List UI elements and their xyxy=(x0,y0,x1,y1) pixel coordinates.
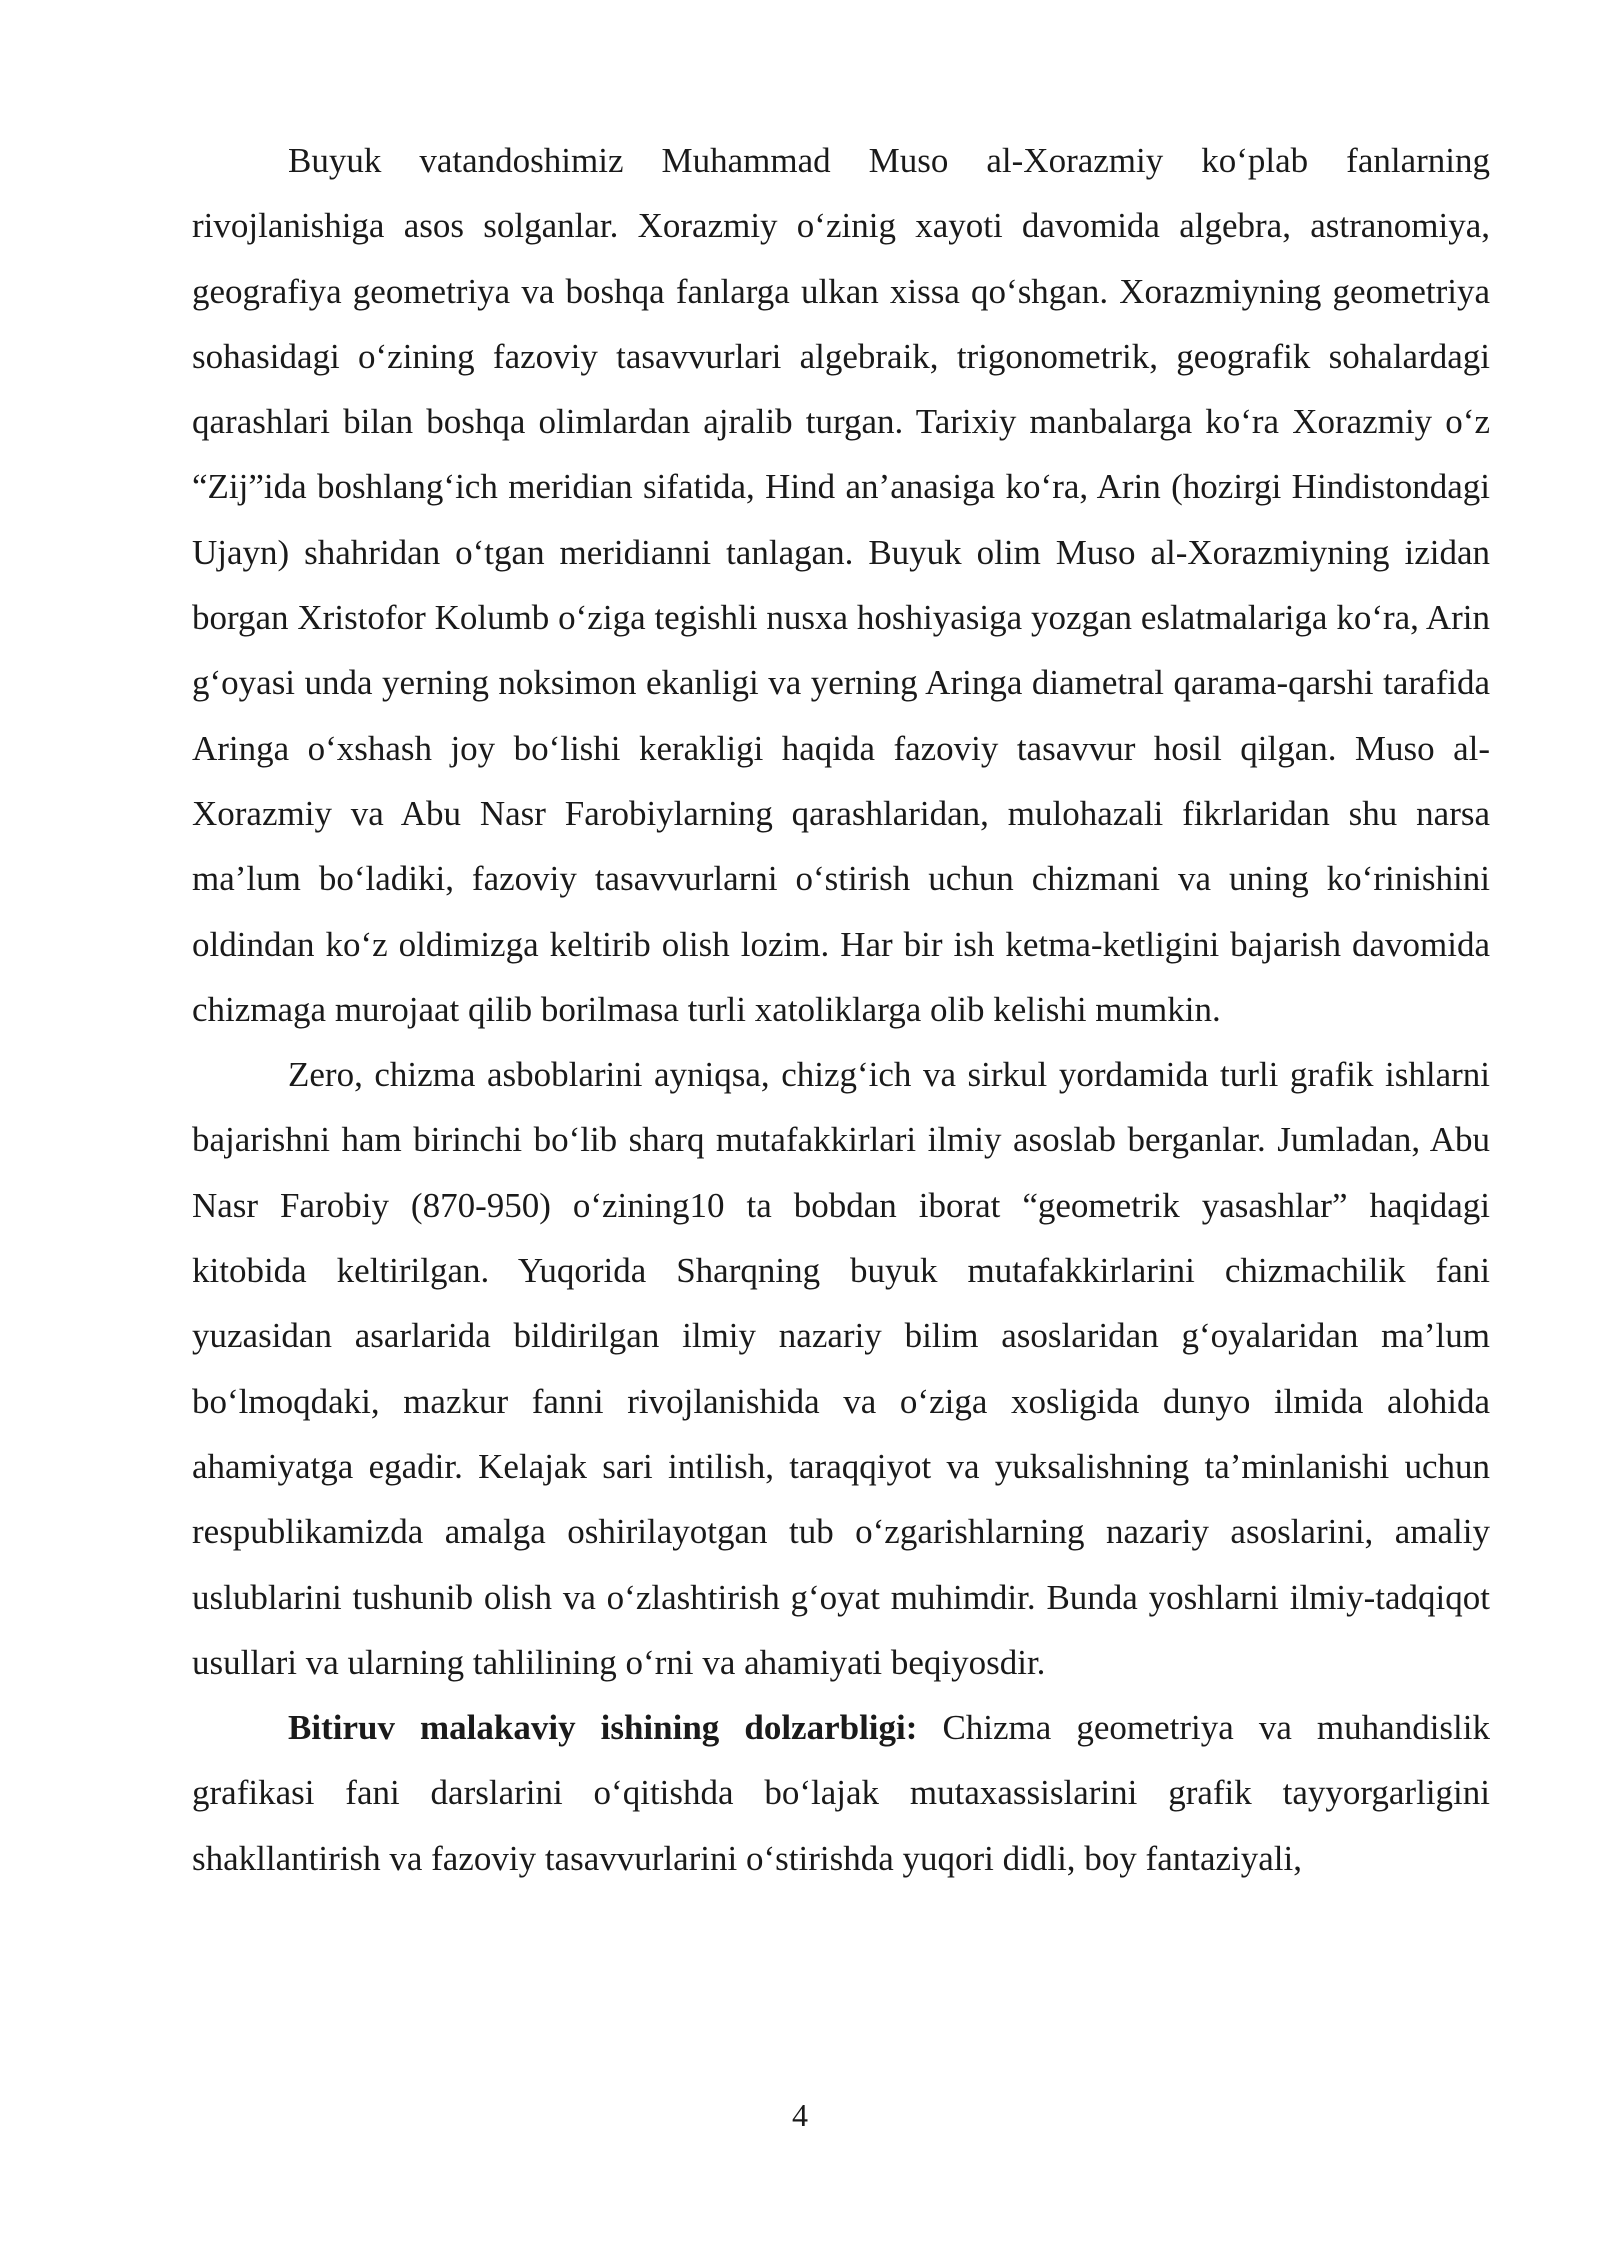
page-number: 4 xyxy=(792,2097,808,2133)
body-text xyxy=(192,128,1490,1891)
paragraph-text: Chizma geometriya va muhandislik grafikasi fani darslarini o‘qitishda bo‘lajak mutaxassislarini grafik tayyorgarligini shakllantirish va fazoviy tasavvurlarini o‘stirishda yuqori didli, boy fantaziyali, xyxy=(192,1708,1490,1878)
paragraph-text: Zero, chizma asboblarini ayniqsa, chizg‘ich va sirkul yordamida turli grafik ishlarni bajarishni ham birinchi bo‘lib sharq mutafakkirlari ilmiy asoslab berganlar. Jumladan, Abu Nasr Farobiy (870-950) o‘zining10 ta bobdan iborat “geometrik yasashlar” haqidagi kitobida keltirilgan. Yuqorida Sharqning buyuk mutafakkirlarini chizmachilik fani yuzasidan asarlarida bildirilgan ilmiy nazariy bilim asoslaridan g‘oyalaridan ma’lum bo‘lmoqdaki, mazkur fanni rivojlanishida va o‘ziga xosligida dunyo ilmida alohida ahamiyatga egadir. Kelajak sari intilish, taraqqiyot va yuksalishning ta’minlanishi uchun respublikamizda amalga oshirilayotgan tub o‘zgarishlarning nazariy asoslarini, amaliy uslublarini tushunib olish va o‘zlashtirish g‘oyat muhimdir. Bunda yoshlarni ilmiy-tadqiqot usullari va ularning tahlilining o‘rni va ahamiyati beqiyosdir. xyxy=(192,1055,1490,1682)
paragraph-chizma-asboblari xyxy=(192,1042,1490,1695)
paragraph-dolzarbligi xyxy=(192,1695,1490,1891)
paragraph-xorazmiy xyxy=(192,128,1490,1042)
paragraph-text: Buyuk vatandoshimiz Muhammad Muso al-Xorazmiy ko‘plab fanlarning rivojlanishiga asos solganlar. Xorazmiy o‘zinig xayoti davomida algebra, astranomiya, geografiya geometriya va boshqa fanlarga ulkan xissa qo‘shgan. Xorazmiyning geometriya sohasidagi o‘zining fazoviy tasavvurlari algebraik, trigonometrik, geografik sohalardagi qarashlari bilan boshqa olimlardan ajralib turgan. Tarixiy manbalarga ko‘ra Xorazmiy o‘z “Zij”ida boshlang‘ich meridian sifatida, Hind an’anasiga ko‘ra, Arin (hozirgi Hindistondagi Ujayn) shahridan o‘tgan meridianni tanlagan. Buyuk olim Muso al-Xorazmiyning izidan borgan Xristofor Kolumb o‘ziga tegishli nusxa hoshiyasiga yozgan eslatmalariga ko‘ra, Arin g‘oyasi unda yerning noksimon ekanligi va yerning Aringa diametral qarama-qarshi tarafida Aringa o‘xshash joy bo‘lishi kerakligi haqida fazoviy tasavvur hosil qilgan. Muso al-Xorazmiy va Abu Nasr Farobiylarning qarashlaridan, mulohazali fikrlaridan shu narsa ma’lum bo‘ladiki, fazoviy tasavvurlarni o‘stirish uchun chizmani va uning ko‘rinishini oldindan ko‘z oldimizga keltirib olish lozim. Har bir ish ketma-ketligini bajarish davomida chizmaga murojaat qilib borilmasa turli xatoliklarga olib kelishi mumkin. xyxy=(192,141,1490,1029)
section-lead-heading: Bitiruv malakaviy ishining dolzarbligi: xyxy=(288,1708,918,1748)
